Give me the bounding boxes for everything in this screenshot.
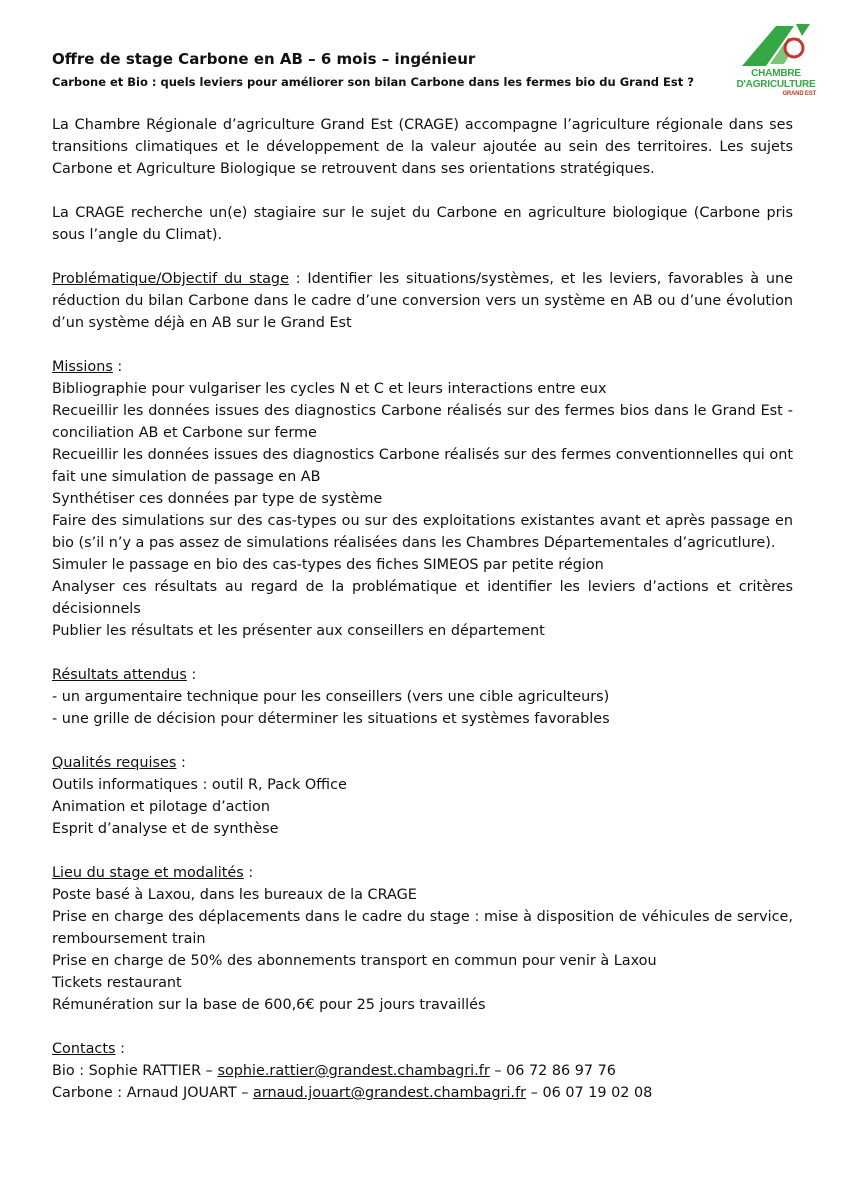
page-title: Offre de stage Carbone en AB – 6 mois – ingénieur — [52, 50, 476, 68]
contacts-heading-line: Contacts : — [52, 1041, 125, 1057]
result-item: - un argumentaire technique pour les conseillers (vers une cible agriculteurs) — [52, 689, 610, 705]
logo-line-1: CHAMBRE — [751, 68, 801, 79]
intro-paragraph-2: La CRAGE recherche un(e) stagiaire sur le sujet du Carbone en agriculture biologique (Carbone pris sous l’angle du Climat). — [52, 205, 793, 243]
mission-item: Analyser ces résultats au regard de la problématique et identifier les leviers d’actions et critères décisionnels — [52, 579, 793, 617]
results-heading-line: Résultats attendus : — [52, 667, 197, 683]
qualities-heading-line: Qualités requises : — [52, 755, 186, 771]
missions-heading-line: Missions : — [52, 359, 123, 375]
logo-mark-icon — [736, 20, 816, 70]
location-item: Rémunération sur la base de 600,6€ pour 25 jours travaillés — [52, 997, 486, 1013]
logo-line-2: D'AGRICULTURE — [736, 79, 816, 90]
missions-heading: Missions — [52, 359, 113, 375]
mission-item: Recueillir les données issues des diagnostics Carbone réalisés sur des fermes bios dans le Grand Est - conciliation AB et Carbone sur ferme — [52, 403, 793, 441]
objective-text: : Identifier les situations/systèmes, et les leviers, favorables à une réduction du bilan Carbone dans le cadre d’une conversion vers un système en AB ou d’une évolution d’un système déjà en AB sur le Grand Est — [52, 271, 793, 331]
qualities-heading: Qualités requises — [52, 755, 177, 771]
contacts-heading: Contacts — [52, 1041, 116, 1057]
contact-carbone-email-link[interactable]: arnaud.jouart@grandest.chambagri.fr — [253, 1085, 527, 1101]
mission-item: Bibliographie pour vulgariser les cycles N et C et leurs interactions entre eux — [52, 381, 607, 397]
intro-paragraph-1: La Chambre Régionale d’agriculture Grand Est (CRAGE) accompagne l’agriculture régionale dans ses transitions climatiques et le développement de la valeur ajoutée au sein des territoires. Les sujets Carbone et Agriculture Biologique se retrouvent dans ses orientations stratégiques. — [52, 117, 793, 177]
location-item: Prise en charge de 50% des abonnements transport en commun pour venir à Laxou — [52, 953, 657, 969]
location-heading: Lieu du stage et modalités — [52, 865, 244, 881]
mission-item: Publier les résultats et les présenter aux conseillers en département — [52, 623, 545, 639]
objective-paragraph — [52, 268, 793, 334]
page-subtitle: Carbone et Bio : quels leviers pour améliorer son bilan Carbone dans les fermes bio du Grand Est ? — [52, 75, 694, 89]
logo-line-3: GRAND EST — [782, 91, 816, 97]
location-heading-line: Lieu du stage et modalités : — [52, 865, 254, 881]
location-item: Prise en charge des déplacements dans le cadre du stage : mise à disposition de véhicules de service, remboursement train — [52, 909, 793, 947]
location-item: Tickets restaurant — [52, 975, 182, 991]
contact-carbone: Carbone : Arnaud JOUART – arnaud.jouart@grandest.chambagri.fr – 06 07 19 02 08 — [52, 1085, 653, 1101]
mission-item: Simuler le passage en bio des cas-types des fiches SIMEOS par petite région — [52, 557, 604, 573]
contact-bio: Bio : Sophie RATTIER – sophie.rattier@grandest.chambagri.fr – 06 72 86 97 76 — [52, 1063, 616, 1079]
location-item: Poste basé à Laxou, dans les bureaux de la CRAGE — [52, 887, 417, 903]
mission-item: Faire des simulations sur des cas-types ou sur des exploitations existantes avant et après passage en bio (s’il n’y a pas assez de simulations réalisées dans les Chambres Départementales d’agricutlure). — [52, 513, 793, 551]
chambre-agriculture-logo — [736, 20, 816, 104]
objective-heading: Problématique/Objectif du stage — [52, 271, 289, 287]
document-body — [52, 114, 793, 1104]
result-item: - une grille de décision pour déterminer les situations et systèmes favorables — [52, 711, 610, 727]
results-heading: Résultats attendus — [52, 667, 187, 683]
mission-item: Synthétiser ces données par type de système — [52, 491, 383, 507]
quality-item: Outils informatiques : outil R, Pack Office — [52, 777, 347, 793]
quality-item: Esprit d’analyse et de synthèse — [52, 821, 279, 837]
contact-bio-email-link[interactable]: sophie.rattier@grandest.chambagri.fr — [217, 1063, 490, 1079]
mission-item: Recueillir les données issues des diagnostics Carbone réalisés sur des fermes conventionnelles qui ont fait une simulation de passage en AB — [52, 447, 793, 485]
quality-item: Animation et pilotage d’action — [52, 799, 270, 815]
